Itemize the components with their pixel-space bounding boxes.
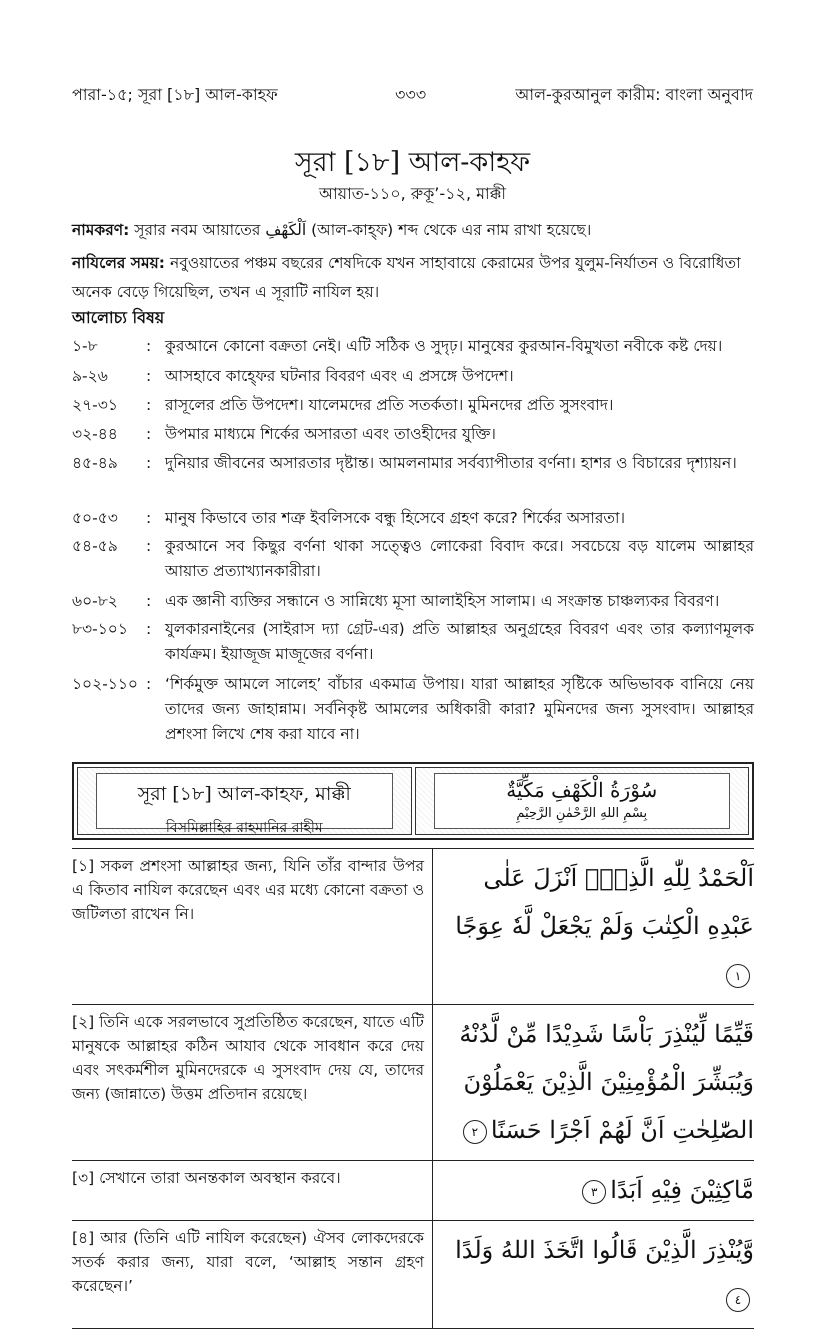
topic-range: ১-৮ (72, 337, 98, 355)
topic-item: ৬০-৮২ : এক জ্ঞানী ব্যক্তির সন্ধানে ও সান্নিধ্যে মূসা আলাইহিস সালাম। এ সংক্রান্ত চাঞ্চল্যকর বিবরণ। (72, 589, 754, 614)
topic-range: ৩২-৪৪ (72, 425, 118, 443)
topic-text: মানুষ কিভাবে তার শত্রু ইবলিসকে বন্ধু হিসেবে গ্রহণ করে? শির্কের অসারতা। (165, 509, 626, 527)
verse-number-marker: ١ (726, 964, 750, 988)
topic-item: ৫০-৫৩ : মানুষ কিভাবে তার শত্রু ইবলিসকে বন্ধু হিসেবে গ্রহণ করে? শির্কের অসারতা। (72, 506, 754, 531)
verse-number-marker: ٤ (726, 1288, 750, 1312)
revelation-label: নাযিলের সময়: (72, 254, 165, 272)
topic-text: দুনিয়ার জীবনের অসারতার দৃষ্টান্ত। আমলনামার সর্বব্যাপীতার বর্ণনা। হাশর ও বিচারের দৃশ্যায়ন। (165, 454, 737, 472)
surah-banner (72, 762, 754, 840)
verse-translation: [৩] সেখানে তারা অনন্তকাল অবস্থান করবে। (72, 1161, 433, 1221)
topic-range: ৫৪-৫৯ (72, 537, 118, 555)
verse-arabic (433, 1005, 754, 1161)
verse-row (72, 849, 754, 1005)
verse-row (72, 1161, 754, 1221)
topic-item: ১০২-১১০ : ‘শির্কমুক্ত আমলে সালেহ’ বাঁচার একমাত্র উপায়। যারা আল্লাহর সৃষ্টিকে অভিভাবক বানিয়ে নেয় তাদের জন্য জাহান্নাম। সর্বনিকৃষ্ট আমলের অধিকারী কারা? মুমিনদের জন্য সুসংবাদ। আল্লাহর প্রশংসা লিখে শেষ করা যাবে না। (72, 672, 754, 747)
topic-text: এক জ্ঞানী ব্যক্তির সন্ধানে ও সান্নিধ্যে মূসা আলাইহিস সালাম। এ সংক্রান্ত চাঞ্চল্যকর বিবরণ। (165, 592, 720, 610)
topic-range: ৪৫-৪৯ (72, 454, 118, 472)
verse-arabic-text: وَّيُنْذِرَ الَّذِيْنَ قَالُوا اتَّخَذَ اللهُ وَلَدًا (455, 1236, 754, 1264)
surah-subtitle: আয়াত-১১০, রুকূ’-১২, মাক্কী (318, 184, 506, 203)
topic-range: ৮৩-১০১ (72, 620, 128, 638)
banner-ar-bismillah: بِسْمِ اللهِ الرَّحْمٰنِ الرَّحِيْمِ (516, 806, 648, 821)
verse-arabic-text: مَّاكِثِيْنَ فِيْهِ اَبَدًا (610, 1176, 754, 1204)
verse-arabic (433, 849, 754, 1005)
naming-paragraph (72, 216, 754, 245)
topic-text: উপমার মাধ্যমে শির্কের অসারতা এবং তাওহীদের যুক্তি। (165, 425, 496, 443)
verse-arabic-text: اَلْحَمْدُ لِلّٰهِ الَّذِيْۤ اَنْزَلَ عَلٰى عَبْدِهِ الْكِتٰبَ وَلَمْ يَجْعَلْ لَّهٗ عِوَجًا (455, 864, 754, 940)
banner-ar-title: سُوْرَةُ الْكَهْفِ مَكِّيَّةٌ (506, 778, 658, 802)
verse-arabic (433, 1161, 754, 1221)
topic-range: ৯-২৬ (72, 367, 108, 385)
naming-label: নামকরণ: (72, 221, 130, 239)
topic-range: ৬০-৮২ (72, 592, 118, 610)
page-number: ৩৩৩ (395, 85, 427, 104)
verse-row (72, 1005, 754, 1161)
banner-bn-title: সূরা [১৮] আল-কাহফ, মাক্কী (137, 783, 351, 805)
running-header-right: আল-কুরআনুল কারীম: বাংলা অনুবাদ (515, 85, 753, 104)
topic-text: কুরআনে সব কিছুর বর্ণনা থাকা সত্ত্বেও লোকেরা বিবাদ করে। সবচেয়ে বড় যালেম আল্লাহর আয়াত প্রত্যাখ্যানকারীরা। (165, 537, 754, 580)
topic-item: ২৭-৩১ : রাসূলের প্রতি উপদেশ। যালেমদের প্রতি সতর্কতা। মুমিনদের প্রতি সুসংবাদ। (72, 393, 754, 418)
topic-text: কুরআনে কোনো বক্রতা নেই। এটি সঠিক ও সুদৃঢ়। মানুষের কুরআন-বিমুখতা নবীকে কষ্ট দেয়। (165, 337, 723, 355)
verses-table (72, 848, 754, 1329)
verse-translation: [১] সকল প্রশংসা আল্লাহর জন্য, যিনি তাঁর বান্দার উপর এ কিতাব নাযিল করেছেন এবং এর মধ্যে কোনো বক্রতা ও জটিলতা রাখেন নি। (72, 849, 433, 1005)
surah-title: সূরা [১৮] আল-কাহফ (294, 147, 531, 178)
verse-number-marker: ٣ (582, 1180, 606, 1204)
topic-item: ৮৩-১০১ : যুলকারনাইনের (সাইরাস দ্যা গ্রেট-এর) প্রতি আল্লাহর অনুগ্রহের বিবরণ এবং তার কল্যাণমূলক কার্যক্রম। ইয়াজূজ মাজূজের বর্ণনা। (72, 617, 754, 667)
banner-bn-bismillah: বিসমিল্লাহির রাহমানির রাহীম (165, 820, 323, 836)
verse-arabic-text: قَيِّمًا لِّيُنْذِرَ بَاْسًا شَدِيْدًا مِّنْ لَّدُنْهُ وَيُبَشِّرَ الْمُؤْمِنِيْنَ الَّذِيْنَ يَعْمَلُوْنَ الصّٰلِحٰتِ اَنَّ لَهُمْ اَجْرًا حَسَنًا (459, 1020, 754, 1144)
topic-text: আসহাবে কাহ্ফের ঘটনার বিবরণ এবং এ প্রসঙ্গে উপদেশ। (165, 367, 514, 385)
ar-banner-panel (415, 767, 750, 835)
topics-heading: আলোচ্য বিষয় (72, 308, 165, 327)
topic-item: ৪৫-৪৯ : দুনিয়ার জীবনের অসারতার দৃষ্টান্ত। আমলনামার সর্বব্যাপীতার বর্ণনা। হাশর ও বিচারের দৃশ্যায়ন। (72, 451, 754, 476)
verse-translation: [২] তিনি একে সরলভাবে সুপ্রতিষ্ঠিত করেছেন, যাতে এটি মানুষকে আল্লাহর কঠিন আযাব থেকে সাবধান করে দেয় এবং সৎকর্মশীল মুমিনদেরকে এ সুসংবাদ দেয় যে, তাদের জন্য (জান্নাতে) উত্তম প্রতিদান রয়েছে। (72, 1005, 433, 1161)
topic-text: রাসূলের প্রতি উপদেশ। যালেমদের প্রতি সতর্কতা। মুমিনদের প্রতি সুসংবাদ। (165, 396, 614, 414)
topic-item: ৫৪-৫৯ : কুরআনে সব কিছুর বর্ণনা থাকা সত্ত্বেও লোকেরা বিবাদ করে। সবচেয়ে বড় যালেম আল্লাহর আয়াত প্রত্যাখ্যানকারীরা। (72, 534, 754, 584)
topic-text: ‘শির্কমুক্ত আমলে সালেহ’ বাঁচার একমাত্র উপায়। যারা আল্লাহর সৃষ্টিকে অভিভাবক বানিয়ে নেয় তাদের জন্য জাহান্নাম। সর্বনিকৃষ্ট আমলের অধিকারী কারা? মুমিনদের জন্য সুসংবাদ। আল্লাহর প্রশংসা লিখে শেষ করা যাবে না। (165, 675, 754, 743)
topic-item: ৩২-৪৪ : উপমার মাধ্যমে শির্কের অসারতা এবং তাওহীদের যুক্তি। (72, 422, 754, 447)
topic-item: ১-৮ : কুরআনে কোনো বক্রতা নেই। এটি সঠিক ও সুদৃঢ়। মানুষের কুরআন-বিমুখতা নবীকে কষ্ট দেয়। (72, 334, 754, 359)
topic-range: ৫০-৫৩ (72, 509, 118, 527)
bn-banner-panel (77, 767, 412, 835)
topic-range: ২৭-৩১ (72, 396, 118, 414)
topic-text: যুলকারনাইনের (সাইরাস দ্যা গ্রেট-এর) প্রতি আল্লাহর অনুগ্রহের বিবরণ এবং তার কল্যাণমূলক কার্যক্রম। ইয়াজূজ মাজূজের বর্ণনা। (165, 620, 754, 663)
revelation-text: নবুওয়াতের পঞ্চম বছরের শেষদিকে যখন সাহাবায়ে কেরামের উপর যুলুম-নির্যাতন ও বিরোধিতা অনেক বেড়ে গিয়েছিল, তখন এ সূরাটি নাযিল হয়। (72, 254, 741, 301)
naming-text: সূরার নবম আয়াতের اَلْكَهْفِ (আল-কাহ্ফ) শব্দ থেকে এর নাম রাখা হয়েছে। (134, 221, 592, 239)
verse-number-marker: ٢ (463, 1120, 487, 1144)
topic-item: ৯-২৬ : আসহাবে কাহ্ফের ঘটনার বিবরণ এবং এ প্রসঙ্গে উপদেশ। (72, 364, 754, 389)
revelation-paragraph (72, 249, 754, 307)
verse-translation: [৪] আর (তিনি এটি নাযিল করেছেন) ঐসব লোকদেরকে সতর্ক করার জন্য, যারা বলে, ‘আল্লাহ সন্তান গ্রহণ করেছেন।’ (72, 1221, 433, 1329)
running-header-left: পারা-১৫; সূরা [১৮] আল-কাহফ (72, 85, 278, 104)
topic-range: ১০২-১১০ (72, 675, 139, 693)
